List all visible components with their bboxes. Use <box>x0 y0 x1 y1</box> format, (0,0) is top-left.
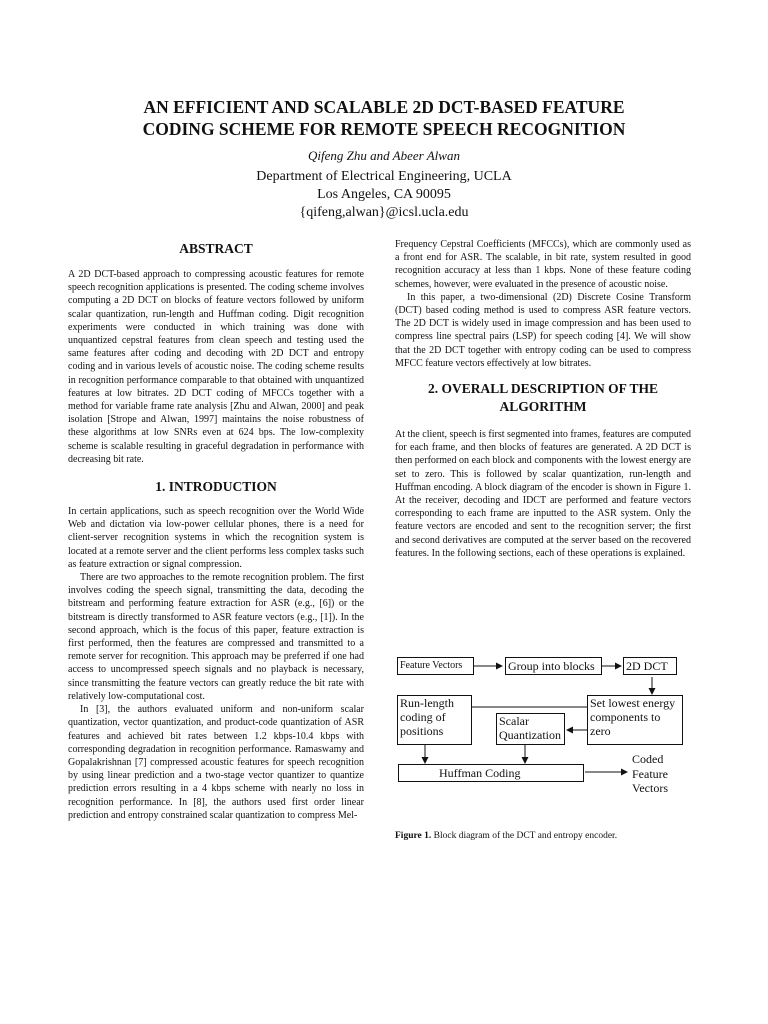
intro-continued-2: In this paper, a two-dimensional (2D) Discrete Cosine Transform (DCT) based coding method is used to compress ASR feature vectors. The 2D DCT is widely used in image compression and has been used to compress line spectral pairs (LSP) for speech coding [4]. We will show that the 2D DCT together with entropy coding can be used to compress MFCC feature vectors effectively at low bitrates. <box>395 291 691 369</box>
block-diagram <box>395 650 695 810</box>
email: {qifeng,alwan}@icsl.ucla.edu <box>299 205 469 220</box>
section2-heading <box>395 380 691 416</box>
run-length-line-3: positions <box>400 724 444 738</box>
run-length-line-1: Run-length <box>400 696 454 710</box>
scalar-quantization-box <box>496 713 565 745</box>
paper-title <box>0 96 768 140</box>
figure-caption <box>395 831 617 841</box>
run-length-line-2: coding of <box>400 710 446 724</box>
set-lowest-energy-box <box>587 695 683 745</box>
title-line-2: CODING SCHEME FOR REMOTE SPEECH RECOGNITION <box>142 119 626 139</box>
coded-line-3: Vectors <box>632 781 668 795</box>
section2-heading-line-2: ALGORITHM <box>499 399 587 415</box>
department: Department of Electrical Engineering, UCLA <box>256 169 512 184</box>
caption-label: Figure 1. <box>395 831 432 841</box>
feature-vectors-box: Feature Vectors <box>397 657 474 675</box>
intro-paragraph-2: There are two approaches to the remote recognition problem. The first involves coding the speech signal, transmitting the data, decoding the bitstream and performing feature extraction for ASR (e.g., [6]) or the bitstream is directly transformed to ASR feature vectors (e.g., [1]). In the second approach, which is the focus of this paper, feature extraction is first performed, then the features are compressed and transmitted to a remote server for recognition. This approach may be preferred if one had access to uncompressed speech signals and no playback is necessary, since transmitting the feature vectors can greatly reduce the bit rate with relatively low-computational cost. <box>68 572 364 702</box>
abstract-text: A 2D DCT-based approach to compressing acoustic features for remote speech recognition applications is presented. The coding scheme involves computing a 2D DCT on blocks of feature vectors followed by uniform scalar quantization, run-length and Huffman coding. Digit recognition experiments were conducted in which training was done with unquantized cepstral features from clean speech and testing used the same features after coding and decoding with 2D DCT and entropy coding and in various levels of acoustic noise. The coding scheme results in recognition performance comparable to that obtained with unquantized features at low bitrates. 2D DCT coding of MFCCs together with a method for variable frame rate analysis [Zhu and Alwan, 2000] and peak isolation [Strope and Alwan, 1997] maintains the noise robustness of these algorithms at low SNRs even at 624 bps. The low-complexity scheme is scalable resulting in graceful degradation in performance with decreasing bit rate. <box>68 269 364 465</box>
city: Los Angeles, CA 90095 <box>317 187 451 202</box>
dct-2d-box: 2D DCT <box>623 657 677 675</box>
scalar-line-2: Quantization <box>499 728 561 742</box>
intro-continued-1: Frequency Cepstral Coefficients (MFCCs), which are commonly used as a front end for ASR. The scalable, in bit rate, system resulted in good recognition accuracy at less than 1 kbps. None of these feature coding schemes, however, were evaluated in the presence of acoustic noise. <box>395 239 691 290</box>
set-lowest-line-2: components to <box>590 710 661 724</box>
set-lowest-line-1: Set lowest energy <box>590 696 676 710</box>
run-length-box <box>397 695 472 745</box>
title-line-1: AN EFFICIENT AND SCALABLE 2D DCT-BASED FEATURE <box>143 97 625 117</box>
caption-text: Block diagram of the DCT and entropy encoder. <box>431 831 618 841</box>
abstract-heading: ABSTRACT <box>179 241 253 256</box>
huffman-coding-box: Huffman Coding <box>398 764 584 782</box>
set-lowest-line-3: zero <box>590 724 611 738</box>
affiliation <box>0 168 768 222</box>
scalar-line-1: Scalar <box>499 714 529 728</box>
coded-line-2: Feature <box>632 766 668 781</box>
group-blocks-box: Group into blocks <box>505 657 602 675</box>
intro-paragraph-1: In certain applications, such as speech recognition over the World Wide Web and dictation via low-power cellular phones, there is a need for client-server recognition systems in which the recognition system is located at a remote server and the client performs less complex tasks such as feature extraction or signal compression. <box>68 506 364 570</box>
section2-text: At the client, speech is first segmented into frames, features are computed for each frame, and then blocks of features are generated. A 2D DCT is then performed on each block and components with the lowest energy are set to zero. This is followed by scalar quantization, run-length and Huffman encoding. A block diagram of the encoder is shown in Figure 1. At the receiver, decoding and IDCT are performed and feature vectors corresponding to each frame are inputted to the ASR system. Only the feature vectors are encoded and sent to the recognition server; the first and second derivatives are computed at the server based on the recovered features. In the following sections, each of these operations is explained. <box>395 429 691 559</box>
right-column <box>395 238 691 560</box>
coded-line-1: Coded <box>632 752 664 766</box>
intro-paragraph-3: In [3], the authors evaluated uniform and non-uniform scalar quantization, vector quantization, and product-code quantization of ASR features and achieved bit rates between 1.2 kbps-10.4 kbps with corresponding degradation in recognition performance. Ramaswamy and Gopalakrishnan [7] compressed acoustic features for speech recognition by using linear prediction and a two-stage vector quantizer to quantize prediction errors resulting in a 4 kbps scheme with nearly no loss in recognition performance. In [8], the authors used first order linear prediction and entropy constrained scalar quantization to compress Mel- <box>68 704 364 821</box>
introduction-heading: 1. INTRODUCTION <box>155 479 277 495</box>
authors: Qifeng Zhu and Abeer Alwan <box>308 148 460 163</box>
coded-feature-vectors-label <box>632 752 668 796</box>
section2-heading-line-1: 2. OVERALL DESCRIPTION OF THE <box>428 381 658 397</box>
left-column <box>68 240 364 822</box>
